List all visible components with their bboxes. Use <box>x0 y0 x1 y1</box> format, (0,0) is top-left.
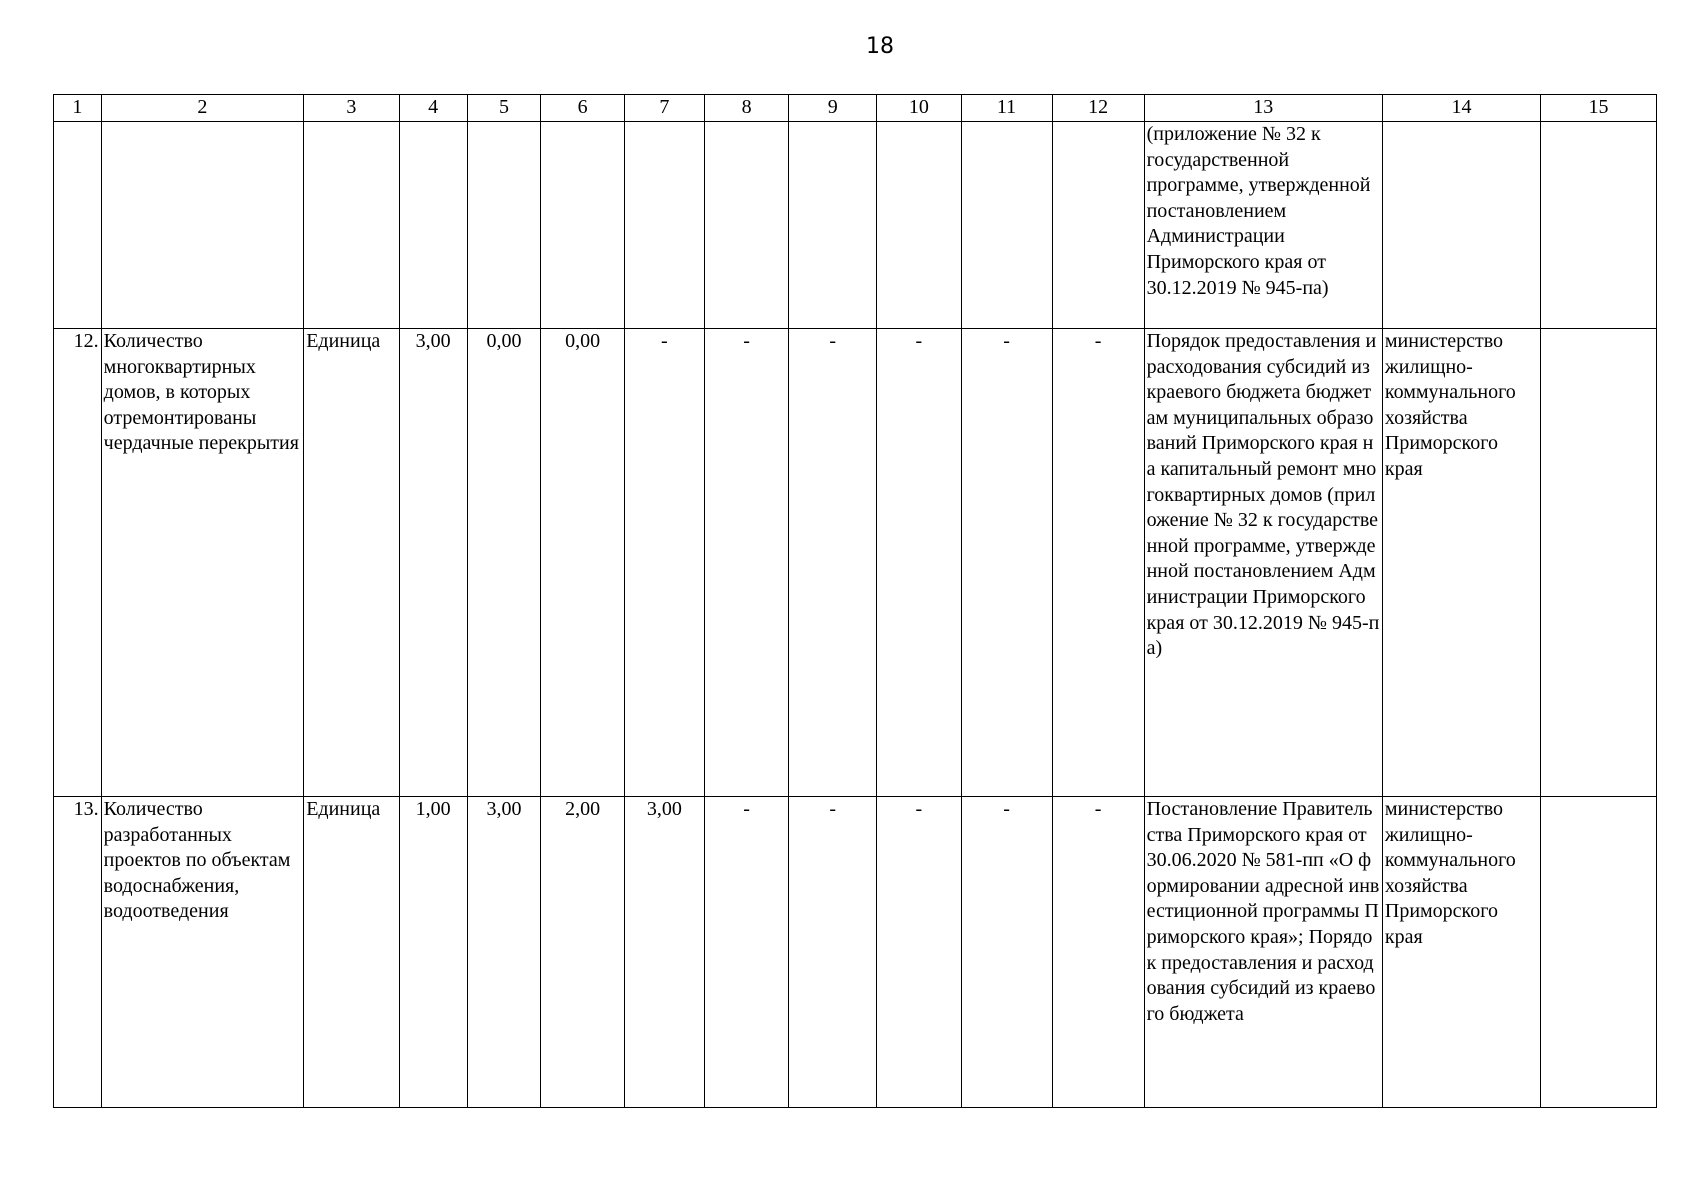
header-row <box>54 95 1657 122</box>
value-cell-9: - <box>789 329 877 797</box>
table-row <box>54 329 1657 797</box>
table-row-continuation <box>54 122 1657 329</box>
unit-cell: Единица <box>304 797 399 1108</box>
value-cell-8: - <box>704 797 788 1108</box>
value-cell-8: - <box>704 329 788 797</box>
basis-cell: Постановление Правительства Приморского края от 30.06.2020 № 581-пп «О формировании адресной инвестиционной программы Приморского края»; Порядок предоставления и расходования субсидий из краевого бюджета <box>1144 797 1382 1108</box>
unit-cell: Единица <box>304 329 399 797</box>
value-cell-12: - <box>1052 797 1144 1108</box>
column-header-8: 8 <box>704 95 788 122</box>
column-header-11: 11 <box>961 95 1052 122</box>
empty-cell <box>541 122 624 329</box>
value-cell-5: 3,00 <box>467 797 541 1108</box>
column-header-5: 5 <box>467 95 541 122</box>
column-header-3: 3 <box>304 95 399 122</box>
empty-cell <box>877 122 961 329</box>
indicators-table <box>53 94 1657 1108</box>
column-header-13: 13 <box>1144 95 1382 122</box>
row-number-cell: 12. <box>54 329 102 797</box>
responsible-cell: министерство жилищно-коммунального хозяйства Приморского края <box>1382 797 1540 1108</box>
basis-cell: (приложение № 32 к государственной программе, утвержденной постановлением Администрации Приморского края от 30.12.2019 № 945-па) <box>1144 122 1382 329</box>
empty-cell <box>1541 122 1657 329</box>
empty-cell <box>399 122 467 329</box>
empty-cell <box>101 122 304 329</box>
value-cell-11: - <box>961 797 1052 1108</box>
empty-cell <box>467 122 541 329</box>
empty-cell <box>789 122 877 329</box>
value-cell-7: 3,00 <box>624 797 704 1108</box>
value-cell-4: 3,00 <box>399 329 467 797</box>
empty-cell <box>624 122 704 329</box>
empty-cell <box>54 122 102 329</box>
empty-cell <box>304 122 399 329</box>
row-number-cell: 13. <box>54 797 102 1108</box>
page-number: 18 <box>866 34 894 59</box>
responsible-cell: министерство жилищно-коммунального хозяйства Приморского края <box>1382 329 1540 797</box>
empty-cell <box>1052 122 1144 329</box>
table-row <box>54 797 1657 1108</box>
column-header-10: 10 <box>877 95 961 122</box>
value-cell-11: - <box>961 329 1052 797</box>
empty-cell <box>704 122 788 329</box>
empty-cell <box>1382 122 1540 329</box>
value-cell-5: 0,00 <box>467 329 541 797</box>
value-cell-9: - <box>789 797 877 1108</box>
indicator-name-cell: Количество разработанных проектов по объектам водоснабжения, водоотведения <box>101 797 304 1108</box>
value-cell-6: 0,00 <box>541 329 624 797</box>
basis-cell: Порядок предоставления и расходования субсидий из краевого бюджета бюджетам муниципальных образований Приморского края на капитальный ремонт многоквартирных домов (приложение № 32 к государственной программе, утвержденной постановлением Администрации Приморского края от 30.12.2019 № 945-па) <box>1144 329 1382 797</box>
column-header-15: 15 <box>1541 95 1657 122</box>
column-header-2: 2 <box>101 95 304 122</box>
column-15-cell <box>1541 329 1657 797</box>
value-cell-6: 2,00 <box>541 797 624 1108</box>
column-header-1: 1 <box>54 95 102 122</box>
value-cell-7: - <box>624 329 704 797</box>
indicator-name-cell: Количество многоквартирных домов, в которых отремонтированы чердачные перекрытия <box>101 329 304 797</box>
column-header-14: 14 <box>1382 95 1540 122</box>
column-header-9: 9 <box>789 95 877 122</box>
value-cell-10: - <box>877 797 961 1108</box>
column-header-7: 7 <box>624 95 704 122</box>
column-header-12: 12 <box>1052 95 1144 122</box>
column-header-6: 6 <box>541 95 624 122</box>
column-15-cell <box>1541 797 1657 1108</box>
value-cell-10: - <box>877 329 961 797</box>
empty-cell <box>961 122 1052 329</box>
value-cell-4: 1,00 <box>399 797 467 1108</box>
column-header-4: 4 <box>399 95 467 122</box>
value-cell-12: - <box>1052 329 1144 797</box>
